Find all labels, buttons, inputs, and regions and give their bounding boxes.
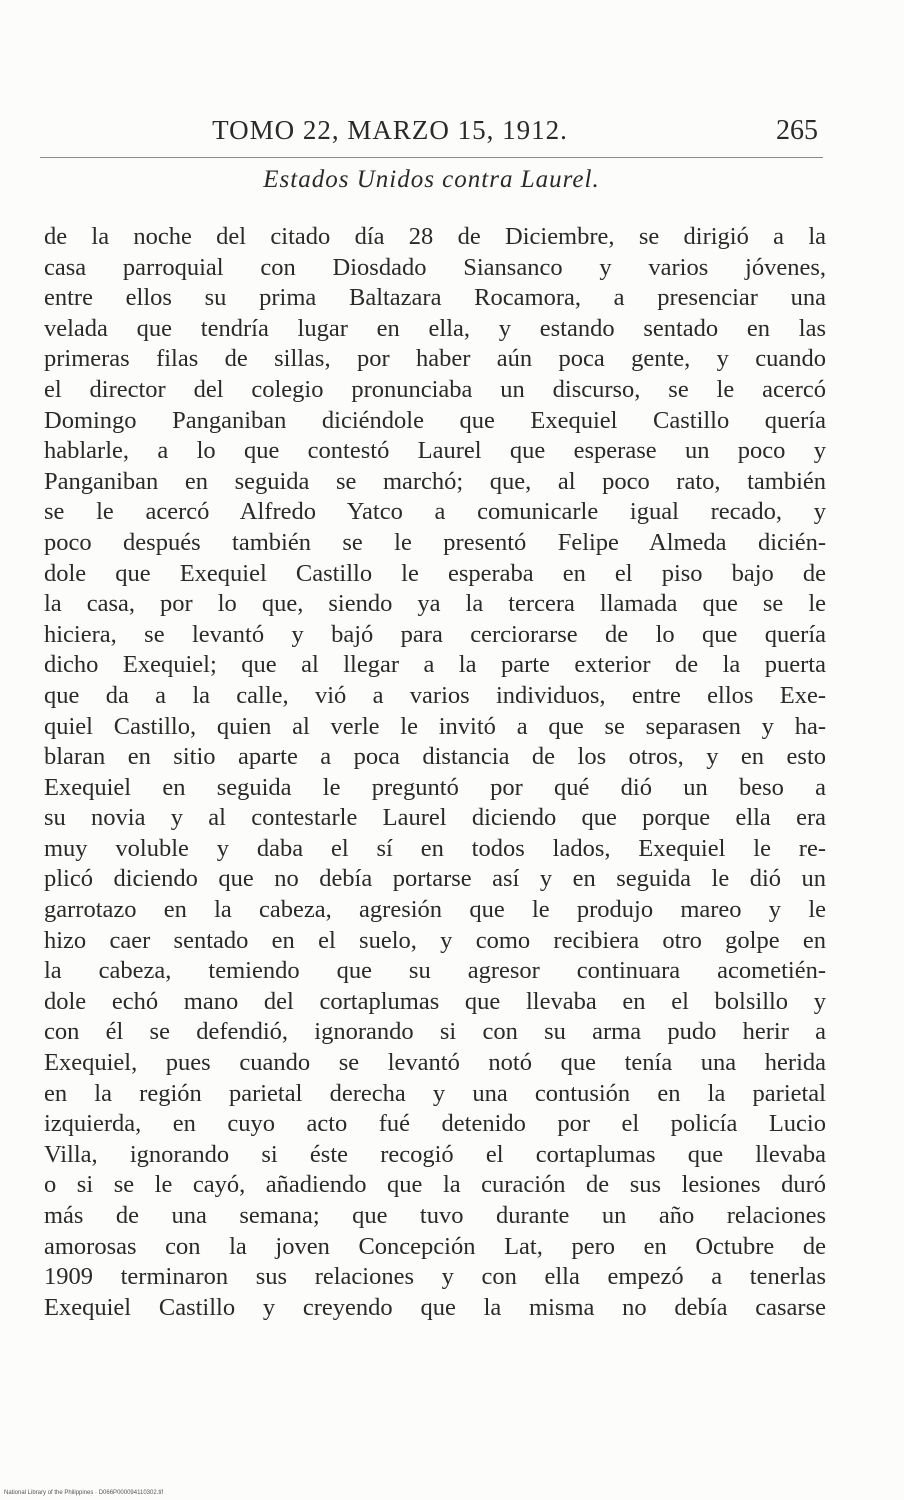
running-head-title: TOMO 22, MARZO 15, 1912. xyxy=(212,115,568,145)
text-line: que da a la calle, vió a varios individuos, entre ellos Exe- xyxy=(44,681,826,709)
text-line: se le acercó Alfredo Yatco a comunicarle igual recado, y xyxy=(44,498,826,526)
text-line: quiel Castillo, quien al verle le invitó a que se separasen y ha- xyxy=(44,712,826,740)
text-line: Villa, ignorando si éste recogió el cortaplumas que llevaba xyxy=(44,1140,826,1168)
text-line: Exequiel en seguida le preguntó por qué dió un beso a xyxy=(44,773,826,801)
text-line: más de una semana; que tuvo durante un año relaciones xyxy=(44,1202,826,1229)
text-line: garrotazo en la cabeza, agresión que le produjo mareo y le xyxy=(44,896,826,924)
case-subtitle: Estados Unidos contra Laurel. xyxy=(263,166,600,193)
text-line: su novia y al contestarle Laurel diciendo que porque ella era xyxy=(44,804,826,832)
page-number: 265 xyxy=(776,115,818,146)
scan-credit: National Library of the Philippines · D066P000094110302.tif xyxy=(4,1490,163,1496)
text-line: izquierda, en cuyo acto fué detenido por el policía Lucio xyxy=(44,1110,826,1138)
text-line: Exequiel Castillo y creyendo que la misma no debía casarse xyxy=(44,1293,826,1321)
text-line: amorosas con la joven Concepción Lat, pero en Octubre de xyxy=(44,1232,826,1260)
text-line: hizo caer sentado en el suelo, y como recibiera otro golpe en xyxy=(44,926,826,954)
text-line: dole que Exequiel Castillo le esperaba en el piso bajo de xyxy=(44,559,826,587)
text-line: dicho Exequiel; que al llegar a la parte exterior de la puerta xyxy=(44,651,826,679)
text-line: 1909 terminaron sus relaciones y con ella empezó a tenerlas xyxy=(44,1263,826,1291)
text-line: hiciera, se levantó y bajó para cerciorarse de lo que quería xyxy=(44,620,826,648)
text-line: la casa, por lo que, siendo ya la tercera llamada que se le xyxy=(44,590,826,618)
text-line: blaran en sitio aparte a poca distancia de los otros, y en esto xyxy=(44,743,826,771)
text-line: dole echó mano del cortaplumas que llevaba en el bolsillo y xyxy=(44,987,826,1015)
text-line: primeras filas de sillas, por haber aún poca gente, y cuando xyxy=(44,345,826,373)
text-line: entre ellos su prima Baltazara Rocamora, a presenciar una xyxy=(44,284,826,312)
text-line: con él se defendió, ignorando si con su arma pudo herir a xyxy=(44,1018,826,1046)
text-line: Panganiban en seguida se marchó; que, al poco rato, también xyxy=(44,467,826,495)
text-line: hablarle, a lo que contestó Laurel que esperase un poco y xyxy=(44,437,826,465)
text-line: casa parroquial con Diosdado Siansanco y varios jóvenes, xyxy=(44,253,826,281)
text-line: o si se le cayó, añadiendo que la curación de sus lesiones duró xyxy=(44,1171,826,1199)
text-line: la cabeza, temiendo que su agresor continuara acometién- xyxy=(44,957,826,985)
text-line: muy voluble y daba el sí en todos lados, Exequiel le re- xyxy=(44,834,826,862)
text-line: el director del colegio pronunciaba un discurso, se le acercó xyxy=(44,375,826,403)
text-line: plicó diciendo que no debía portarse así y en seguida le dió un xyxy=(44,865,826,893)
running-head xyxy=(40,113,830,149)
text-line: de la noche del citado día 28 de Diciembre, se dirigió a la xyxy=(44,223,826,250)
header-rule xyxy=(40,157,823,158)
text-line: en la región parietal derecha y una contusión en la parietal xyxy=(44,1079,826,1107)
text-line: Domingo Panganiban diciéndole que Exequiel Castillo quería xyxy=(44,406,826,434)
text-line: Exequiel, pues cuando se levantó notó que tenía una herida xyxy=(44,1049,826,1077)
body-text xyxy=(44,222,826,1323)
text-line: poco después también se le presentó Felipe Almeda dicién- xyxy=(44,528,826,556)
text-line: velada que tendría lugar en ella, y estando sentado en las xyxy=(44,314,826,342)
